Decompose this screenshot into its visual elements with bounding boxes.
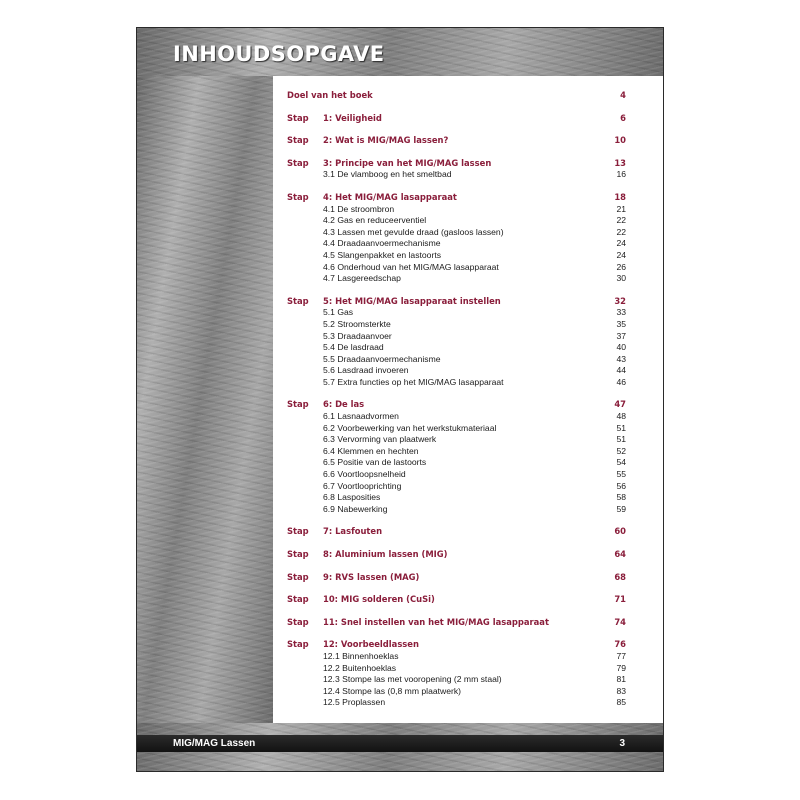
subsection-title: 5.3 Draadaanvoer [323,330,392,341]
chapter-title: 5: Het MIG/MAG lasapparaat instellen [323,295,501,306]
toc-subsection-row[interactable] [287,411,626,423]
subsection-page-number: 85 [616,697,626,708]
toc-section [287,617,626,629]
subsection-page-number: 35 [616,318,626,329]
chapter-page-number: 47 [614,399,626,410]
footer-band [137,723,663,772]
toc-subsection-row[interactable] [287,250,626,262]
subsection-title: 12.4 Stompe las (0,8 mm plaatwerk) [323,685,462,696]
toc-chapter-row[interactable] [287,135,626,147]
toc-subsection-row[interactable] [287,469,626,481]
subsection-title: 5.4 De lasdraad [323,342,384,353]
chapter-stap-label: Stap [287,549,309,559]
subsection-page-number: 52 [616,445,626,456]
subsection-title: 5.1 Gas [323,307,354,318]
subsection-page-number: 83 [616,685,626,696]
toc-subsection-row[interactable] [287,204,626,216]
subsection-page-number: 46 [616,376,626,387]
subsection-title: 12.5 Proplassen [323,697,386,708]
toc-section [287,526,626,538]
subsection-page-number: 24 [616,249,626,260]
toc-subsection-row[interactable] [287,423,626,435]
subsection-page-number: 24 [616,238,626,249]
chapter-stap-label: Stap [287,616,309,627]
chapter-page-number: 13 [614,157,626,168]
toc-section [287,158,626,181]
subsection-title: 6.5 Positie van de lastoorts [323,457,427,468]
subsection-page-number: 48 [616,411,626,422]
chapter-stap-label: Stap [287,112,309,123]
chapter-title: 9: RVS lassen (MAG) [323,571,420,582]
toc-chapter-row[interactable] [287,617,626,629]
toc-subsection-row[interactable] [287,262,626,274]
subsection-title: 12.1 Binnenhoeklas [323,650,399,661]
toc-subsection-row[interactable] [287,697,626,709]
toc-chapter-row[interactable] [287,113,626,125]
toc-subsection-row[interactable] [287,331,626,343]
toc-section [287,572,626,584]
subsection-page-number: 58 [616,492,626,503]
chapter-title: 7: Lasfouten [323,526,383,537]
toc-subsection-row[interactable] [287,446,626,458]
toc-chapter-row[interactable] [287,90,626,102]
subsection-page-number: 30 [616,273,626,284]
footer-label: MIG/MAG Lassen [173,738,256,749]
subsection-title: 6.8 Lasposities [323,492,381,503]
chapter-page-number: 10 [614,135,626,146]
toc-subsection-row[interactable] [287,227,626,239]
chapter-title: 6: De las [323,399,365,410]
subsection-title: 6.4 Klemmen en hechten [323,445,419,456]
toc-subsection-row[interactable] [287,238,626,250]
subsection-page-number: 81 [616,674,626,685]
toc-chapter-row[interactable] [287,192,626,204]
page-title: INHOUDSOPGAVE [173,42,385,66]
subsection-page-number: 16 [616,169,626,180]
subsection-page-number: 37 [616,330,626,341]
chapter-page-number: 18 [614,191,626,202]
chapter-page-number: 4 [620,90,626,100]
chapter-title: 2: Wat is MIG/MAG lassen? [323,135,449,146]
book-page [136,27,664,772]
chapter-title: 11: Snel instellen van het MIG/MAG lasapparaat [323,616,549,627]
subsection-page-number: 26 [616,261,626,272]
toc-subsection-row[interactable] [287,319,626,331]
subsection-title: 6.2 Voorbewerking van het werkstukmateriaal [323,422,497,433]
toc-section [287,639,626,709]
toc-section [287,399,626,515]
chapter-title: 4: Het MIG/MAG lasapparaat [323,191,457,202]
subsection-page-number: 51 [616,434,626,445]
subsection-page-number: 22 [616,226,626,237]
chapter-stap-label: Stap [287,191,309,202]
toc-chapter-row[interactable] [287,594,626,606]
chapter-page-number: 32 [614,295,626,306]
chapter-title: 1: Veiligheid [323,112,382,123]
footer-page-number: 3 [619,738,625,749]
toc-subsection-row[interactable] [287,457,626,469]
toc-chapter-row[interactable] [287,158,626,170]
toc-subsection-row[interactable] [287,504,626,516]
toc-section [287,549,626,561]
subsection-title: 4.7 Lasgereedschap [323,273,401,284]
subsection-title: 3.1 De vlamboog en het smeltbad [323,169,452,180]
toc-subsection-row[interactable] [287,492,626,504]
subsection-title: 6.7 Voortlooprichting [323,480,402,491]
toc-chapter-row[interactable] [287,639,626,651]
toc-section [287,90,626,102]
subsection-title: 4.2 Gas en reduceerventiel [323,215,427,226]
toc-subsection-row[interactable] [287,342,626,354]
chapter-stap-label: Stap [287,526,309,537]
chapter-title: 12: Voorbeeldlassen [323,639,419,650]
subsection-title: 6.9 Nabewerking [323,503,388,514]
toc-chapter-row[interactable] [287,526,626,538]
subsection-page-number: 43 [616,353,626,364]
chapter-page-number: 74 [614,616,626,627]
toc-subsection-row[interactable] [287,273,626,285]
toc-subsection-row[interactable] [287,686,626,698]
subsection-title: 5.2 Stroomsterkte [323,318,391,329]
toc-subsection-row[interactable] [287,434,626,446]
toc-subsection-row[interactable] [287,307,626,319]
chapter-title: 8: Aluminium lassen (MIG) [323,549,448,559]
left-metal-strip [137,76,273,723]
toc-subsection-row[interactable] [287,663,626,675]
subsection-page-number: 40 [616,342,626,353]
chapter-title: 3: Principe van het MIG/MAG lassen [323,157,492,168]
chapter-page-number: 68 [614,571,626,582]
subsection-page-number: 51 [616,422,626,433]
subsection-page-number: 44 [616,365,626,376]
chapter-title: Doel van het boek [287,90,373,100]
subsection-page-number: 33 [616,307,626,318]
subsection-title: 6.6 Voortloopsnelheid [323,469,406,480]
toc-subsection-row[interactable] [287,354,626,366]
subsection-page-number: 55 [616,469,626,480]
chapter-page-number: 76 [614,639,626,650]
toc-subsection-row[interactable] [287,215,626,227]
subsection-title: 5.7 Extra functies op het MIG/MAG lasapparaat [323,376,504,387]
chapter-stap-label: Stap [287,639,309,650]
chapter-stap-label: Stap [287,594,309,605]
chapter-page-number: 71 [614,594,626,605]
toc-chapter-row[interactable] [287,399,626,411]
chapter-stap-label: Stap [287,295,309,306]
subsection-title: 4.3 Lassen met gevulde draad (gasloos lassen) [323,226,504,237]
toc-chapter-row[interactable] [287,572,626,584]
subsection-title: 4.4 Draadaanvoermechanisme [323,238,441,249]
chapter-stap-label: Stap [287,399,309,410]
subsection-title: 4.6 Onderhoud van het MIG/MAG lasapparaat [323,261,499,272]
toc-subsection-row[interactable] [287,674,626,686]
subsection-page-number: 54 [616,457,626,468]
subsection-title: 6.3 Vervorming van plaatwerk [323,434,437,445]
header-band [137,28,663,76]
toc-subsection-row[interactable] [287,169,626,181]
subsection-title: 6.1 Lasnaadvormen [323,411,399,422]
chapter-page-number: 6 [620,112,626,123]
toc-section [287,135,626,147]
subsection-title: 12.3 Stompe las met vooropening (2 mm staal) [323,674,502,685]
chapter-stap-label: Stap [287,157,309,168]
table-of-contents [287,90,626,720]
toc-section [287,296,626,389]
toc-section [287,113,626,125]
subsection-page-number: 77 [616,650,626,661]
toc-section [287,594,626,606]
subsection-page-number: 59 [616,503,626,514]
toc-subsection-row[interactable] [287,365,626,377]
toc-subsection-row[interactable] [287,481,626,493]
toc-chapter-row[interactable] [287,549,626,561]
subsection-page-number: 22 [616,215,626,226]
chapter-page-number: 64 [614,549,626,559]
subsection-title: 5.6 Lasdraad invoeren [323,365,409,376]
subsection-page-number: 21 [616,203,626,214]
toc-subsection-row[interactable] [287,651,626,663]
subsection-page-number: 56 [616,480,626,491]
chapter-stap-label: Stap [287,571,309,582]
subsection-title: 12.2 Buitenhoeklas [323,662,397,673]
subsection-title: 5.5 Draadaanvoermechanisme [323,353,441,364]
chapter-stap-label: Stap [287,135,309,146]
subsection-title: 4.5 Slangenpakket en lastoorts [323,249,442,260]
toc-section [287,192,626,285]
subsection-page-number: 79 [616,662,626,673]
toc-chapter-row[interactable] [287,296,626,308]
chapter-title: 10: MIG solderen (CuSi) [323,594,435,605]
subsection-title: 4.1 De stroombron [323,203,395,214]
footer-bar [137,735,663,752]
chapter-page-number: 60 [614,526,626,537]
toc-subsection-row[interactable] [287,377,626,389]
